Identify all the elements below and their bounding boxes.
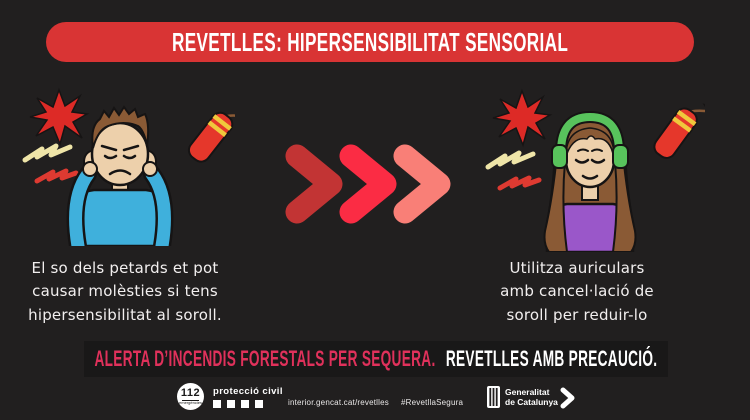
- alert-warning-text: ALERTA D’INCENDIS FORESTALS PER SEQUERA.: [94, 346, 436, 371]
- senyera-shield-icon: [487, 386, 500, 408]
- civil-protection-squares-icon: [213, 400, 283, 408]
- chevron-right-icon: [405, 156, 439, 212]
- caption-line: amb cancel·lació de: [500, 282, 654, 301]
- footer-bar: [0, 382, 750, 416]
- sound-bolt-icon: [488, 153, 533, 167]
- explosion-icon: [493, 91, 550, 145]
- person-with-headphones: [545, 114, 636, 252]
- poster-title: REVETLLES: HIPERSENSIBILITAT SENSORIAL: [171, 26, 569, 57]
- left-caption: [10, 257, 240, 327]
- right-caption: [462, 257, 692, 327]
- chevron-right-icon: [351, 156, 385, 212]
- caption-line: El so dels petards et pot: [31, 259, 219, 277]
- caption-line: causar molèsties si tens: [32, 282, 218, 301]
- firecracker-icon: [185, 90, 235, 175]
- person-covering-ears: [72, 107, 168, 246]
- alert-strip: [84, 341, 668, 377]
- emergency-label: emergències: [179, 399, 202, 405]
- emergency-112-logo: [177, 383, 204, 410]
- alert-message-text: REVETLLES AMB PRECAUCIÓ.: [445, 346, 658, 371]
- sound-bolt-icon: [500, 178, 539, 188]
- left-illustration: [20, 86, 235, 246]
- footer-links: [288, 398, 463, 407]
- website-text: interior.gencat.cat/revetlles: [288, 398, 389, 407]
- caption-line: Utilitza auriculars: [509, 259, 645, 277]
- explosion-icon: [30, 90, 87, 144]
- sound-bolt-icon: [37, 171, 76, 181]
- transition-arrows: [283, 144, 453, 224]
- chevron-right-icon: [560, 387, 576, 409]
- civil-protection-label: protecció civil: [213, 386, 283, 397]
- right-illustration: [483, 84, 705, 252]
- generalitat-text: Generalitat de Catalunya: [505, 386, 558, 407]
- firecracker-icon: [651, 85, 705, 171]
- caption-line: soroll per reduir-lo: [506, 305, 648, 324]
- caption-line: hipersensibilitat al soroll.: [28, 305, 222, 324]
- title-banner: [46, 22, 694, 62]
- civil-protection-logo: [213, 386, 283, 408]
- sound-bolt-icon: [25, 146, 70, 160]
- emergency-number: 112: [180, 386, 201, 399]
- generalitat-logo: [487, 386, 558, 408]
- hashtag-text: #RevetllaSegura: [400, 398, 464, 407]
- chevron-right-icon: [297, 156, 331, 212]
